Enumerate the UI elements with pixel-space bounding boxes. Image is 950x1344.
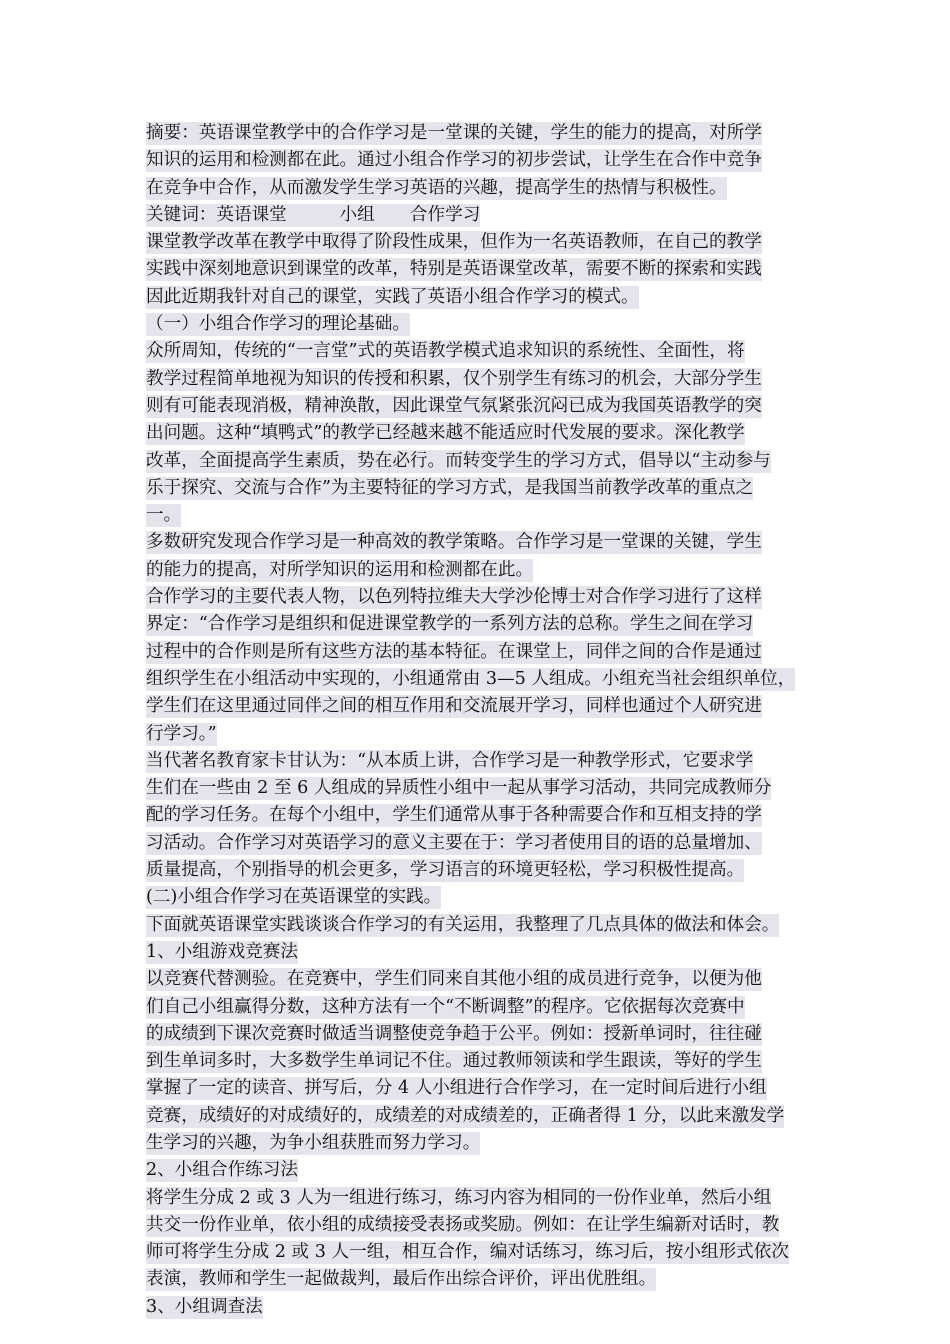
text-line-content: 实践中深刻地意识到课堂的改革，特别是英语课堂改革，需要不断的探索和实践	[146, 259, 762, 280]
text-line	[146, 256, 830, 283]
text-line	[146, 1212, 830, 1239]
text-line-content: 配的学习任务。在每个小组中，学生们通常从事于各种需要合作和互相支持的学	[146, 805, 762, 826]
text-line	[146, 229, 830, 256]
text-line-content: 以竞赛代替测验。在竞赛中，学生们同来自其他小组的成员进行竞争，以便为他	[146, 969, 762, 990]
text-line	[146, 175, 830, 202]
text-line	[146, 1239, 830, 1266]
text-line-content: 界定：“合作学习是组织和促进课堂教学的一系列方法的总称。学生之间在学习	[146, 614, 754, 635]
text-line	[146, 147, 830, 174]
text-line-content: 因此近期我针对自己的课堂，实践了英语小组合作学习的模式。	[146, 286, 639, 307]
text-line-content: 竞赛，成绩好的对成绩好的，成绩差的对成绩差的，正确者得 1 分，以此来激发学	[146, 1105, 785, 1126]
text-line	[146, 420, 830, 447]
text-line-content: 们自己小组赢得分数，这种方法有一个“不断调整”的程序。它依据每次竞赛中	[146, 996, 745, 1017]
text-line-content: 生学习的兴趣，为争小组获胜而努力学习。	[146, 1132, 481, 1153]
text-line	[146, 393, 830, 420]
text-line-content: 共交一份作业单，依小组的成绩接受表扬或奖励。例如：在让学生编新对话时，教	[146, 1214, 780, 1235]
text-line	[146, 966, 830, 993]
text-line-content: 的成绩到下课次竞赛时做适当调整使竞争趋于公平。例如：授新单词时，往往碰	[146, 1023, 762, 1044]
text-line-content: 当代著名教育家卡甘认为：“从本质上讲，合作学习是一种教学形式，它要求学	[146, 750, 754, 771]
text-line-content: 到生单词多时，大多数学生单词记不住。通过教师领读和学生跟读，等好的学生	[146, 1051, 762, 1072]
text-line-content: 1、小组游戏竞赛法	[146, 941, 298, 962]
text-line	[146, 939, 830, 966]
text-line-content: （一）小组合作学习的理论基础。	[146, 314, 410, 335]
text-line-content: 改革，全面提高学生素质，势在必行。而转变学生的学习方式，倡导以“主动参与	[146, 450, 771, 471]
text-line	[146, 994, 830, 1021]
text-line-content: 行学习。”	[146, 723, 217, 744]
text-line	[146, 639, 830, 666]
text-line-content: 表演，教师和学生一起做裁判，最后作出综合评价，评出优胜组。	[146, 1269, 657, 1290]
text-line	[146, 666, 830, 693]
text-line-content: 习活动。合作学习对英语学习的意义主要在于：学习者使用目的语的总量增加、	[146, 832, 762, 853]
text-line	[146, 1103, 830, 1130]
text-line-content: 摘要：英语课堂教学中的合作学习是一堂课的关键，学生的能力的提高，对所学	[146, 123, 762, 143]
text-line	[146, 366, 830, 393]
text-line-content: 一。	[146, 505, 182, 526]
text-line-content: 生们在一些由 2 至 6 人组成的异质性小组中一起从事学习活动，共同完成教师分	[146, 778, 772, 799]
text-line-content: 下面就英语课堂实践谈谈合作学习的有关运用，我整理了几点具体的做法和体会。	[146, 914, 780, 935]
text-line	[146, 202, 830, 229]
text-line	[146, 1021, 830, 1048]
text-line-content: 质量提高，个别指导的机会更多，学习语言的环境更轻松，学习积极性提高。	[146, 860, 745, 881]
text-line	[146, 611, 830, 638]
text-line	[146, 1266, 830, 1293]
text-line-content: 3、小组调查法	[146, 1296, 263, 1317]
text-line	[146, 584, 830, 611]
text-line	[146, 1157, 830, 1184]
text-line	[146, 529, 830, 556]
text-line-content: 师可将学生分成 2 或 3 人一组，相互合作，编对话练习，练习后，按小组形式依次	[146, 1242, 789, 1263]
text-line-content: 在竞争中合作，从而激发学生学习英语的兴趣，提高学生的热情与积极性。	[146, 177, 727, 198]
text-line	[146, 884, 830, 911]
text-line	[146, 1130, 830, 1157]
text-line	[146, 830, 830, 857]
text-line-content: 的能力的提高，对所学知识的运用和检测都在此。	[146, 559, 534, 580]
text-line-content: 2、小组合作练习法	[146, 1160, 298, 1181]
text-line	[146, 802, 830, 829]
text-line	[146, 475, 830, 502]
text-line	[146, 557, 830, 584]
text-line	[146, 284, 830, 311]
document-body	[146, 120, 830, 1321]
text-line-content: 多数研究发现合作学习是一种高效的教学策略。合作学习是一堂课的关键，学生	[146, 532, 762, 553]
text-line	[146, 1075, 830, 1102]
text-line	[146, 448, 830, 475]
text-line	[146, 1185, 830, 1212]
text-line	[146, 338, 830, 365]
text-line-content: 关键词：英语课堂 小组 合作学习	[146, 204, 481, 225]
text-line	[146, 775, 830, 802]
text-line	[146, 857, 830, 884]
text-line-content: 知识的运用和检测都在此。通过小组合作学习的初步尝试，让学生在合作中竞争	[146, 150, 762, 171]
text-line	[146, 693, 830, 720]
text-line-content: 将学生分成 2 或 3 人为一组进行练习，练习内容为相同的一份作业单，然后小组	[146, 1187, 772, 1208]
text-line	[146, 1294, 830, 1321]
text-line-content: 众所周知，传统的“一言堂”式的英语教学模式追求知识的系统性、全面性，将	[146, 341, 745, 362]
text-line	[146, 912, 830, 939]
text-line-content: 掌握了一定的读音、拼写后，分 4 人小组进行合作学习，在一定时间后进行小组	[146, 1078, 767, 1099]
text-line-content: 出问题。这种“填鸭式”的教学已经越来越不能适应时代发展的要求。深化教学	[146, 423, 745, 444]
text-line-content: 学生们在这里通过同伴之间的相互作用和交流展开学习，同样也通过个人研究进	[146, 696, 762, 717]
text-line-content: 过程中的合作则是所有这些方法的基本特征。在课堂上，同伴之间的合作是通过	[146, 641, 762, 662]
text-line	[146, 120, 830, 147]
text-line-content: 课堂教学改革在教学中取得了阶段性成果，但作为一名英语教师，在自己的教学	[146, 232, 762, 253]
text-line-content: 乐于探究、交流与合作”为主要特征的学习方式，是我国当前教学改革的重点之	[146, 477, 754, 498]
text-line	[146, 1048, 830, 1075]
text-line-content: 则有可能表现消极，精神涣散，因此课堂气氛紧张沉闷已成为我国英语教学的突	[146, 395, 762, 416]
text-line	[146, 721, 830, 748]
text-line	[146, 748, 830, 775]
text-line	[146, 311, 830, 338]
text-line-content: 合作学习的主要代表人物，以色列特拉维夫大学沙伦博士对合作学习进行了这样	[146, 587, 762, 608]
text-line-content: (二)小组合作学习在英语课堂的实践。	[146, 887, 442, 908]
text-line-content: 组织学生在小组活动中实现的，小组通常由 3—5 人组成。小组充当社会组织单位，	[146, 668, 796, 689]
text-line	[146, 502, 830, 529]
text-line-content: 教学过程简单地视为知识的传授和积累，仅个别学生有练习的机会，大部分学生	[146, 368, 762, 389]
